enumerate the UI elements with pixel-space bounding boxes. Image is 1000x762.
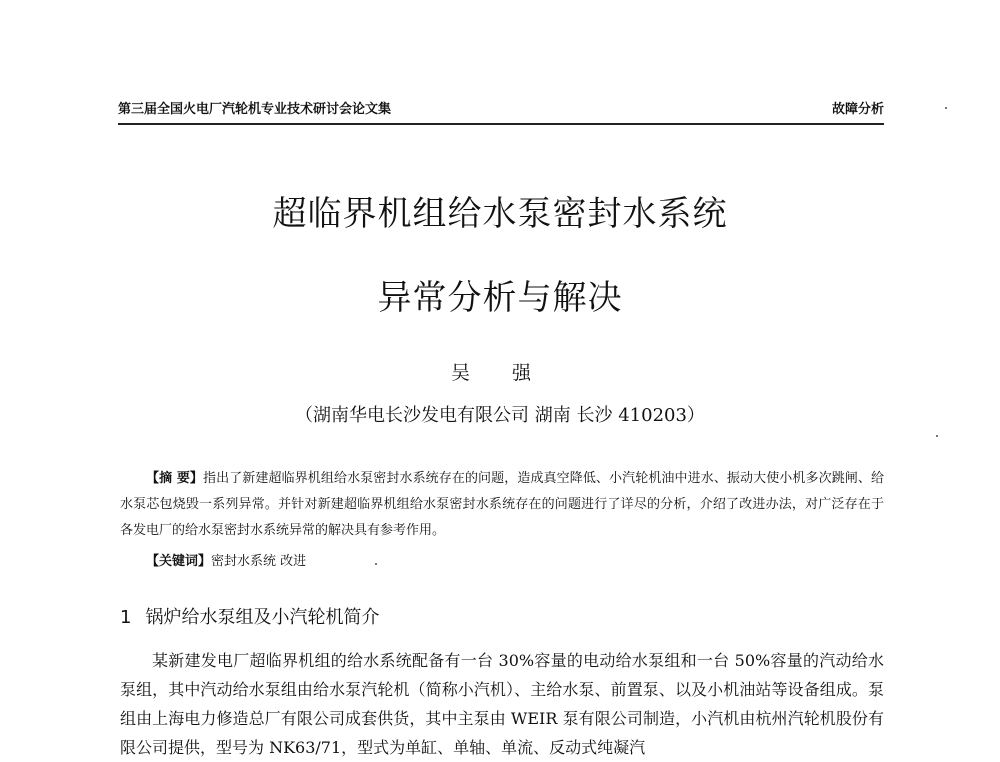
proceedings-title: 第三届全国火电厂汽轮机专业技术研讨会论文集 <box>118 102 392 117</box>
keywords-text: 密封水系统 改进 <box>211 554 307 569</box>
section-number: 1 <box>120 607 132 628</box>
scan-speck <box>375 563 377 565</box>
section-category: 故障分析 <box>831 102 884 117</box>
abstract-text: 指出了新建超临界机组给水泵密封水系统存在的问题，造成真空降低、小汽轮机油中进水、振动大使小机多次跳闸、给水泵芯包烧毁一系列异常。并针对新建超临界机组给水泵密封水系统存在的问题进行了详尽的分析，介绍了改进办法，对广泛存在于各发电厂的给水泵密封水系统异常的解决具有参考作用。 <box>120 471 884 538</box>
abstract <box>120 466 884 544</box>
scan-speck <box>945 107 947 109</box>
section-heading <box>120 606 379 630</box>
keywords-label: 【关键词】 <box>146 554 212 569</box>
abstract-label: 【摘 要】 <box>146 471 204 486</box>
body-paragraph: 某新建发电厂超临界机组的给水系统配备有一台 30%容量的电动给水泵组和一台 50%容量的汽动给水泵组，其中汽动给水泵组由给水泵汽轮机（简称小汽机）、主给水泵、前置泵、以及小机油站等设备组成。泵组由上海电力修造总厂有限公司成套供货，其中主泵由 WEIR 泵有限公司制造，小汽机由杭州汽轮机股份有限公司提供，型号为 NK63/71，型式为单缸、单轴、单流、反动式纯凝汽 <box>120 651 884 757</box>
author-name: 吴 强 <box>450 362 550 384</box>
scan-speck <box>936 435 938 437</box>
section-title: 锅炉给水泵组及小汽轮机简介 <box>145 607 380 628</box>
keywords <box>146 551 306 573</box>
running-header <box>118 101 884 125</box>
paper-title-line-1: 超临界机组给水泵密封水系统 <box>272 194 728 234</box>
paper-title-line-2: 异常分析与解决 <box>377 278 623 318</box>
author-affiliation: （湖南华电长沙发电有限公司 湖南 长沙 410203） <box>295 405 705 426</box>
